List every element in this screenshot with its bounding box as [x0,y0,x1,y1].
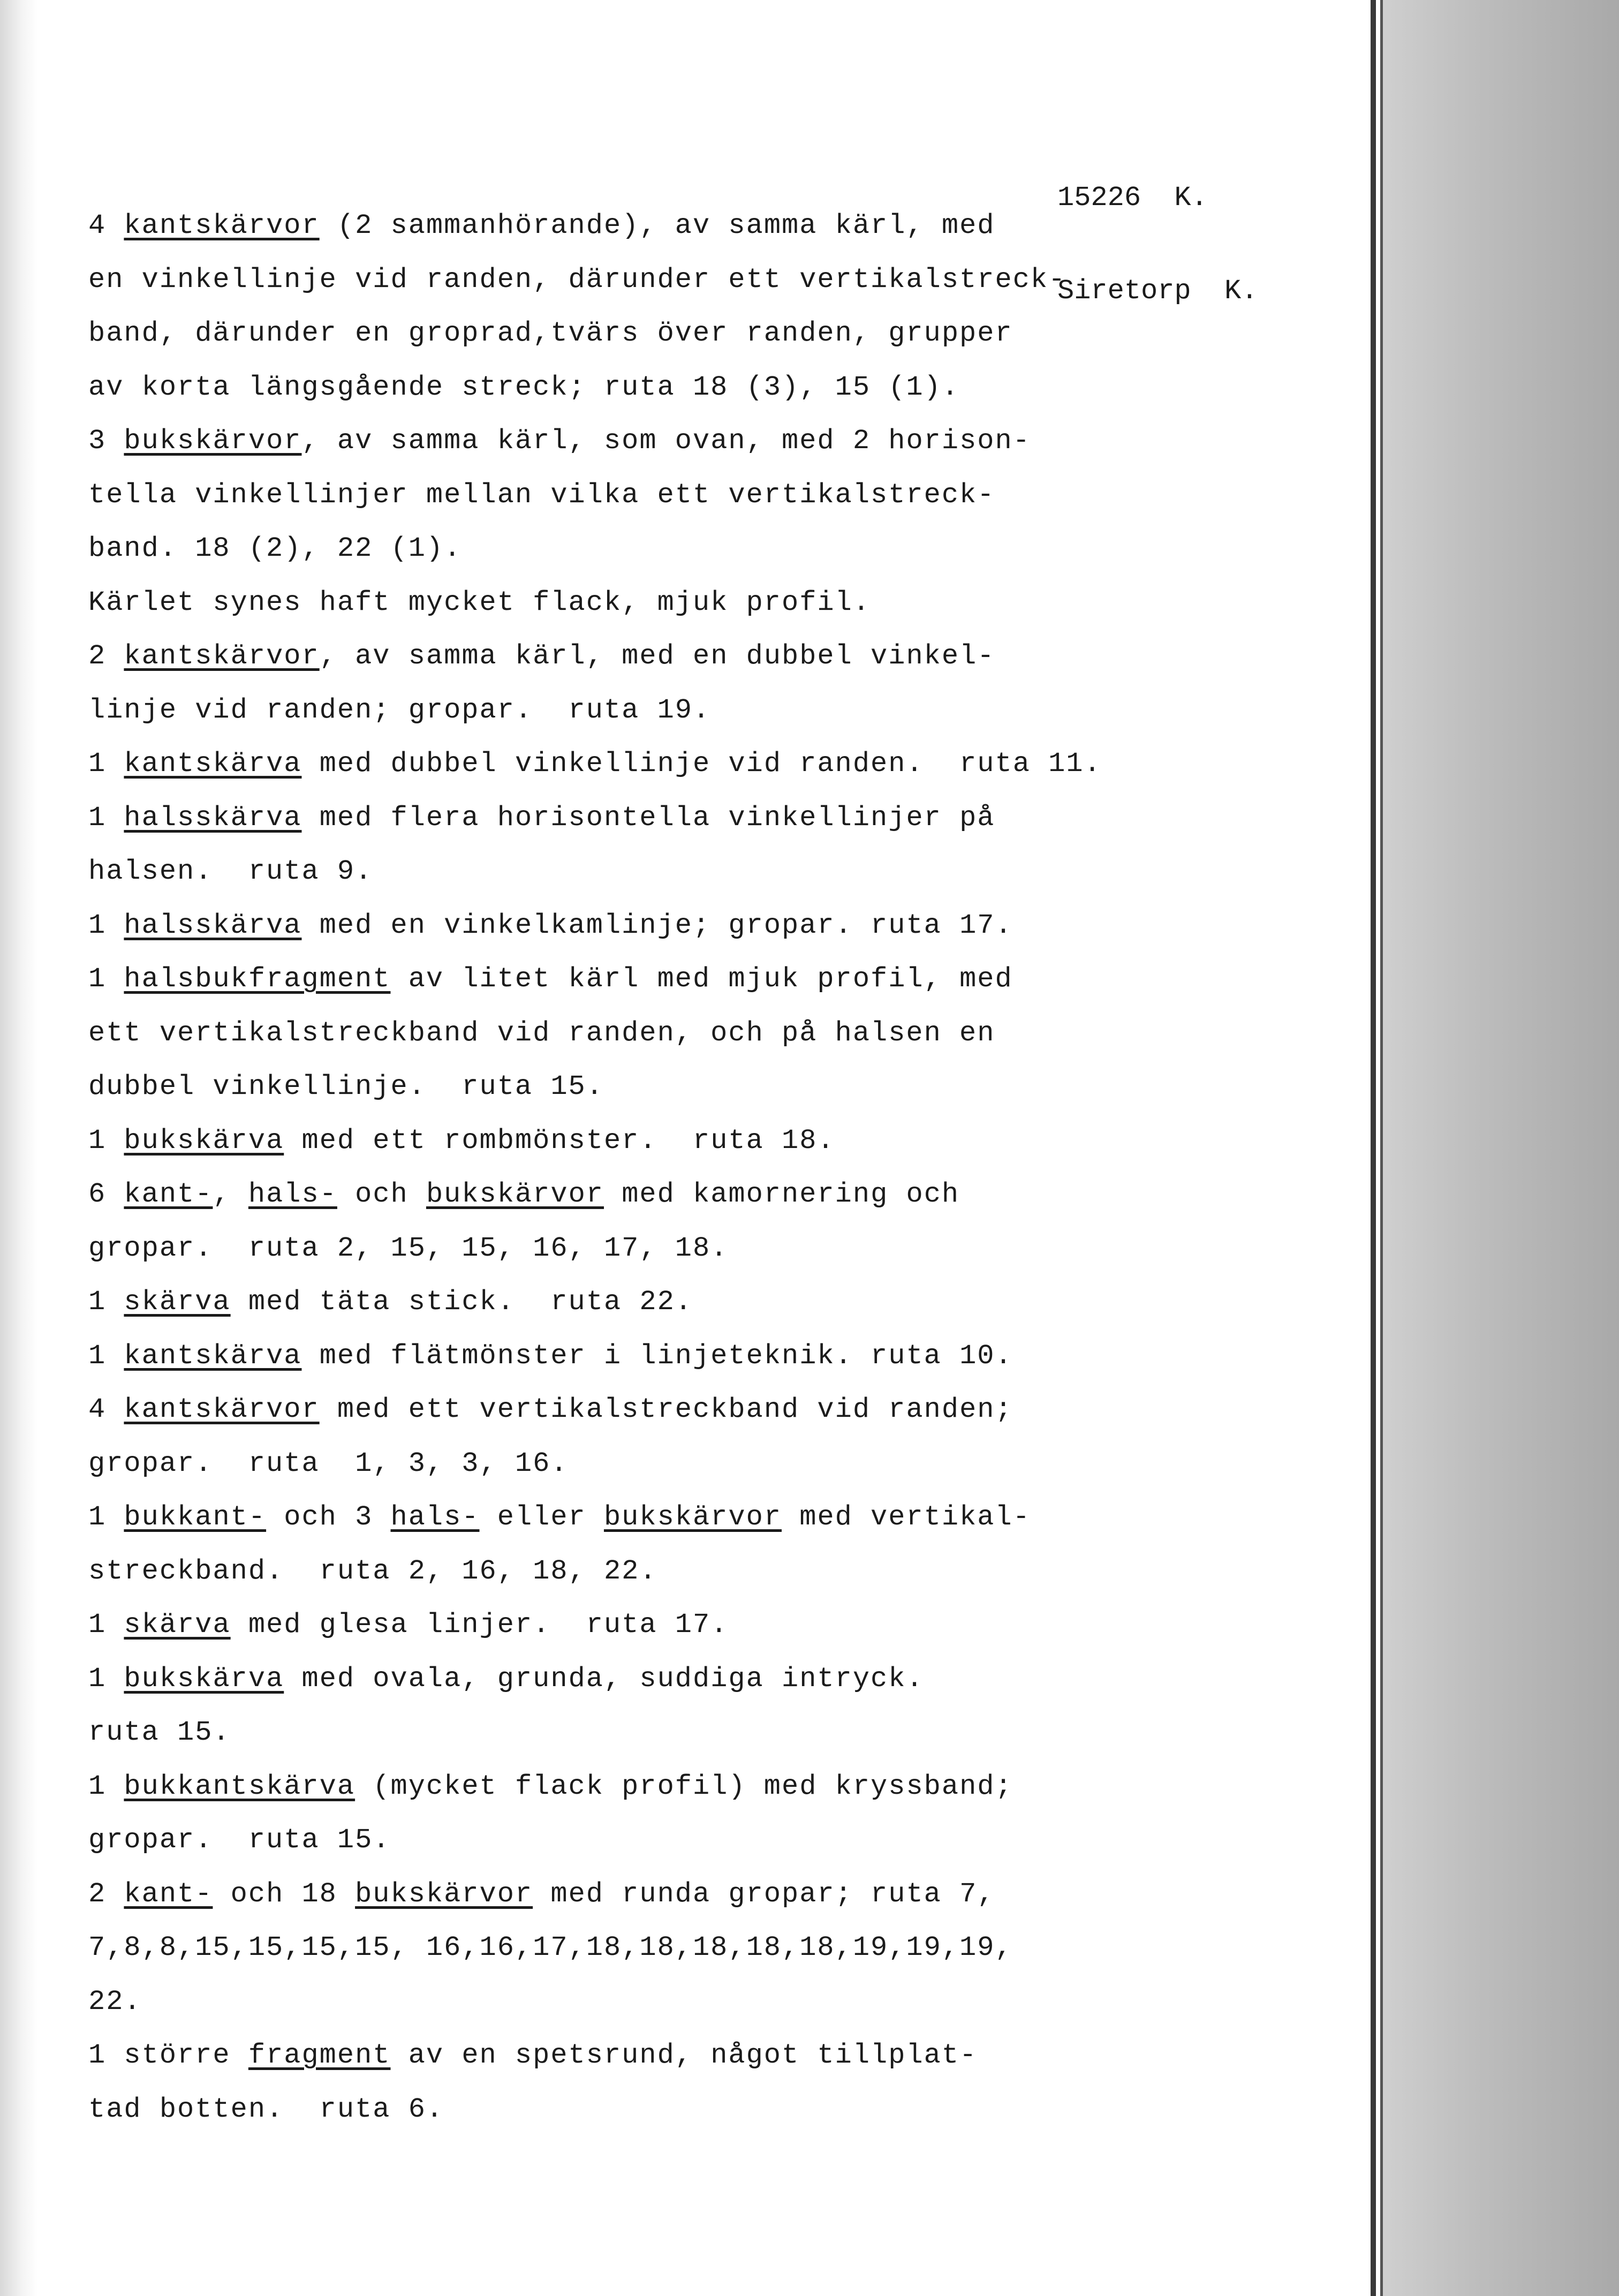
text-segment: med vertikal- [782,1501,1031,1533]
text-segment: av korta längsgående streck; ruta 18 (3), 15 (1). [88,371,960,403]
underlined-term: halsskärva [124,909,302,941]
underlined-term: bukskärvor [603,1501,782,1533]
text-segment: dubbel vinkellinje. ruta 15. [88,1071,604,1102]
text-segment: med dubbel vinkellinje vid randen. ruta 11. [301,748,1102,780]
text-segment: av en spetsrund, något tillplat- [390,2040,978,2071]
underlined-term: bukskärvor [355,1878,533,1910]
text-line [88,684,1320,738]
text-segment: linje vid randen; gropar. ruta 19. [88,694,711,726]
text-segment: 1 [88,909,124,941]
text-segment: tella vinkellinjer mellan vilka ett vertikalstreck- [88,479,995,511]
text-line [88,1921,1320,1975]
text-line [88,253,1320,307]
inventory-text [88,199,1320,2136]
underlined-term: bukskärva [124,1663,284,1695]
text-segment: ett vertikalstreckband vid randen, och på halsen en [88,1017,995,1049]
text-line [88,414,1320,469]
text-line [88,307,1320,361]
text-segment: , av samma kärl, med en dubbel vinkel- [319,640,995,672]
text-line [88,576,1320,630]
text-line [88,2029,1320,2083]
underlined-term: bukkant- [124,1501,267,1533]
underlined-term: kant- [124,1878,213,1910]
text-line [88,953,1320,1007]
text-segment: med flätmönster i linjeteknik. ruta 10. [301,1340,1013,1372]
underlined-term: kantskärvor [124,210,320,241]
underlined-term: bukskärvor [426,1179,604,1210]
catalogue-number: 15226 K. [1057,182,1208,214]
text-line [88,1598,1320,1652]
underlined-term: fragment [248,2040,391,2071]
text-segment: 2 [88,640,124,672]
underlined-term: halsbukfragment [124,963,391,995]
text-segment: 1 [88,1663,124,1695]
text-line [88,1222,1320,1276]
text-segment: gropar. ruta 2, 15, 15, 16, 17, 18. [88,1232,729,1264]
text-segment: (2 sammanhörande), av samma kärl, med [319,210,995,241]
text-segment: 4 [88,210,124,241]
text-line [88,1330,1320,1384]
text-line [88,1275,1320,1330]
text-line [88,361,1320,415]
underlined-term: bukskärva [124,1124,284,1157]
text-segment: eller [479,1501,604,1533]
text-line [88,737,1320,791]
text-segment: 1 [88,963,124,995]
text-segment: 1 [88,1124,124,1157]
underlined-term: bukkantskärva [124,1770,355,1802]
text-segment: Kärlet synes haft mycket flack, mjuk profil. [88,586,871,618]
underlined-term: kantskärva [124,748,302,780]
text-segment: 1 [88,1501,124,1533]
text-segment: med ett rombmönster. ruta 18. [284,1124,835,1157]
text-segment: med en vinkelkamlinje; gropar. ruta 17. [301,909,1013,941]
text-line [88,2083,1320,2137]
text-line [88,1652,1320,1706]
underlined-term: hals- [248,1179,337,1210]
text-segment: gropar. ruta 1, 3, 3, 16. [88,1447,569,1479]
underlined-term: kant- [124,1179,213,1210]
text-segment: tad botten. ruta 6. [88,2093,444,2125]
text-segment: , [213,1179,248,1210]
text-segment: och [337,1179,426,1210]
text-line [88,1868,1320,1922]
text-segment: , av samma kärl, som ovan, med 2 horison- [301,425,1031,457]
text-line [88,1491,1320,1545]
text-segment: band, därunder en groprad,tvärs över randen, grupper [88,318,1013,349]
text-segment: av litet kärl med mjuk profil, med [390,963,1013,995]
underlined-term: kantskärvor [124,1394,320,1425]
text-line [88,1975,1320,2029]
text-segment: och 3 [266,1501,391,1533]
underlined-term: skärva [124,1286,231,1318]
text-segment: (mycket flack profil) med kryssband; [355,1770,1013,1802]
text-line [88,1760,1320,1814]
text-segment: 4 [88,1394,124,1425]
text-line [88,1007,1320,1061]
text-segment: med flera horisontella vinkellinjer på [301,802,995,834]
text-segment: 3 [88,425,124,457]
text-segment: med täta stick. ruta 22. [230,1286,693,1318]
text-segment: halsen. ruta 9. [88,856,373,887]
text-segment: med runda gropar; ruta 7, [533,1878,995,1910]
text-line [88,1437,1320,1491]
text-segment: en vinkellinje vid randen, därunder ett vertikalstreck- [88,263,1066,296]
text-line [88,899,1320,953]
page-edge-line [1371,0,1376,2296]
text-line [88,469,1320,523]
text-line [88,1114,1320,1168]
text-segment: med ovala, grunda, suddiga intryck. [284,1663,924,1695]
underlined-term: kantskärvor [124,640,320,672]
text-segment: 1 [88,748,124,780]
underlined-term: halsskärva [124,802,302,834]
text-segment: 1 [88,802,124,834]
text-segment: 1 [88,1286,124,1318]
text-line [88,1060,1320,1114]
text-segment: 22. [88,1985,142,2018]
text-segment: med ett vertikalstreckband vid randen; [319,1394,1013,1425]
scan-background-right [1383,0,1619,2296]
text-line [88,845,1320,899]
text-line [88,1383,1320,1437]
text-line [88,1814,1320,1868]
text-segment: streckband. ruta 2, 16, 18, 22. [88,1555,657,1587]
text-segment: 1 [88,1340,124,1372]
text-line [88,522,1320,576]
text-line [88,1168,1320,1222]
text-segment: med kamornering och [604,1179,960,1210]
text-segment: gropar. ruta 15. [88,1824,391,1856]
text-segment: 7,8,8,15,15,15,15, 16,16,17,18,18,18,18,18,19,19,19, [88,1932,1013,1963]
site-name: Siretorp K. [1057,275,1258,307]
text-line [88,630,1320,684]
underlined-term: bukskärvor [124,425,302,457]
text-segment: band. 18 (2), 22 (1). [88,533,462,564]
text-segment: med glesa linjer. ruta 17. [230,1609,729,1641]
text-line [88,1545,1320,1599]
underlined-term: hals- [390,1501,480,1533]
underlined-term: kantskärva [124,1340,302,1372]
text-line [88,791,1320,845]
text-segment: 1 större [88,2040,248,2071]
text-segment: 1 [88,1770,124,1802]
underlined-term: skärva [124,1609,231,1641]
text-segment: ruta 15. [88,1717,231,1748]
text-segment: 2 [88,1878,124,1910]
text-segment: 6 [88,1179,124,1210]
text-segment: 1 [88,1609,124,1641]
text-line [88,1706,1320,1760]
text-line [88,199,1320,253]
text-segment: och 18 [213,1878,355,1910]
